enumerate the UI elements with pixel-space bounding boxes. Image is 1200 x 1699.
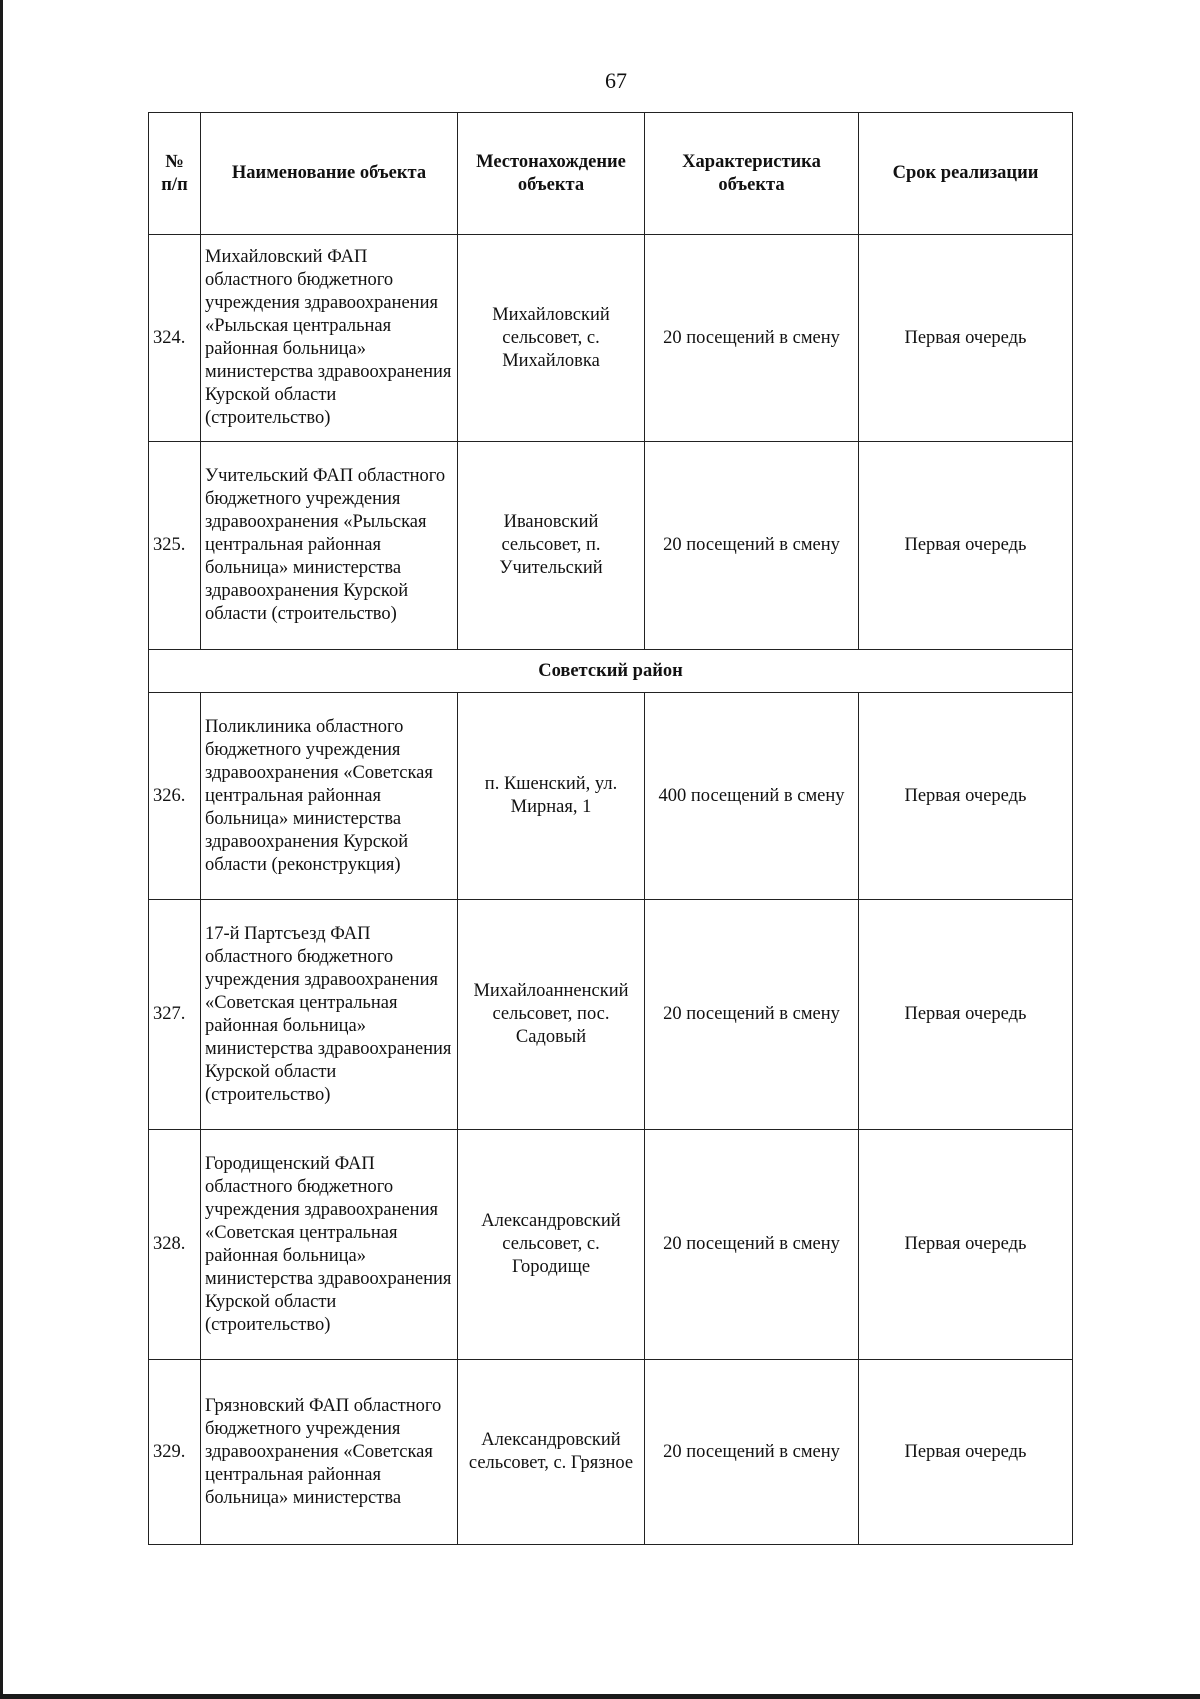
object-term: Первая очередь	[859, 1360, 1073, 1545]
district-heading: Советский район	[149, 650, 1073, 693]
row-number: 327.	[149, 900, 201, 1130]
row-number: 325.	[149, 442, 201, 650]
object-characteristic: 20 посещений в смену	[645, 442, 859, 650]
table-row	[149, 900, 1073, 1130]
table-row	[149, 235, 1073, 442]
object-characteristic: 20 посещений в смену	[645, 235, 859, 442]
header-num	[149, 113, 201, 235]
table-row	[149, 1130, 1073, 1360]
scan-edge-bottom	[0, 1694, 1200, 1699]
object-term: Первая очередь	[859, 442, 1073, 650]
scan-edge-left	[0, 0, 3, 1699]
header-name: Наименование объекта	[201, 113, 458, 235]
object-location: Александровский сельсовет, с. Грязное	[458, 1360, 645, 1545]
row-number: 329.	[149, 1360, 201, 1545]
header-characteristic: Характеристика объекта	[645, 113, 859, 235]
object-location: Ивановский сельсовет, п. Учительский	[458, 442, 645, 650]
table-row	[149, 693, 1073, 900]
object-term: Первая очередь	[859, 1130, 1073, 1360]
object-characteristic: 20 посещений в смену	[645, 1360, 859, 1545]
header-location: Местонахождение объекта	[458, 113, 645, 235]
row-number: 324.	[149, 235, 201, 442]
object-name: Грязновский ФАП областного бюджетного учреждения здравоохранения «Советская центральная районная больница» министерства	[201, 1360, 458, 1545]
row-number: 328.	[149, 1130, 201, 1360]
object-characteristic: 20 посещений в смену	[645, 1130, 859, 1360]
table-row	[149, 442, 1073, 650]
objects-table	[148, 112, 1073, 1545]
object-location: Михайлоанненский сельсовет, пос. Садовый	[458, 900, 645, 1130]
object-name: Поликлиника областного бюджетного учреждения здравоохранения «Советская центральная районная больница» министерства здравоохранения Курской области (реконструкция)	[201, 693, 458, 900]
district-heading-row	[149, 650, 1073, 693]
object-name: 17-й Партсъезд ФАП областного бюджетного учреждения здравоохранения «Советская центральная районная больница» министерства здравоохранения Курской области (строительство)	[201, 900, 458, 1130]
table-header-row	[149, 113, 1073, 235]
object-characteristic: 20 посещений в смену	[645, 900, 859, 1130]
object-name: Учительский ФАП областного бюджетного учреждения здравоохранения «Рыльская центральная районная больница» министерства здравоохранения Курской области (строительство)	[201, 442, 458, 650]
object-term: Первая очередь	[859, 693, 1073, 900]
row-number: 326.	[149, 693, 201, 900]
page-number: 67	[605, 68, 627, 93]
table-row	[149, 1360, 1073, 1545]
object-location: п. Кшенский, ул. Мирная, 1	[458, 693, 645, 900]
object-term: Первая очередь	[859, 900, 1073, 1130]
header-num-label: № п/п	[161, 151, 188, 195]
object-location: Александровский сельсовет, с. Городище	[458, 1130, 645, 1360]
object-name: Михайловский ФАП областного бюджетного учреждения здравоохранения «Рыльская центральная районная больница» министерства здравоохранения Курской области (строительство)	[201, 235, 458, 442]
object-characteristic: 400 посещений в смену	[645, 693, 859, 900]
header-term: Срок реализации	[859, 113, 1073, 235]
object-name: Городищенский ФАП областного бюджетного учреждения здравоохранения «Советская центральная районная больница» министерства здравоохранения Курской области (строительство)	[201, 1130, 458, 1360]
object-term: Первая очередь	[859, 235, 1073, 442]
object-location: Михайловский сельсовет, с. Михайловка	[458, 235, 645, 442]
